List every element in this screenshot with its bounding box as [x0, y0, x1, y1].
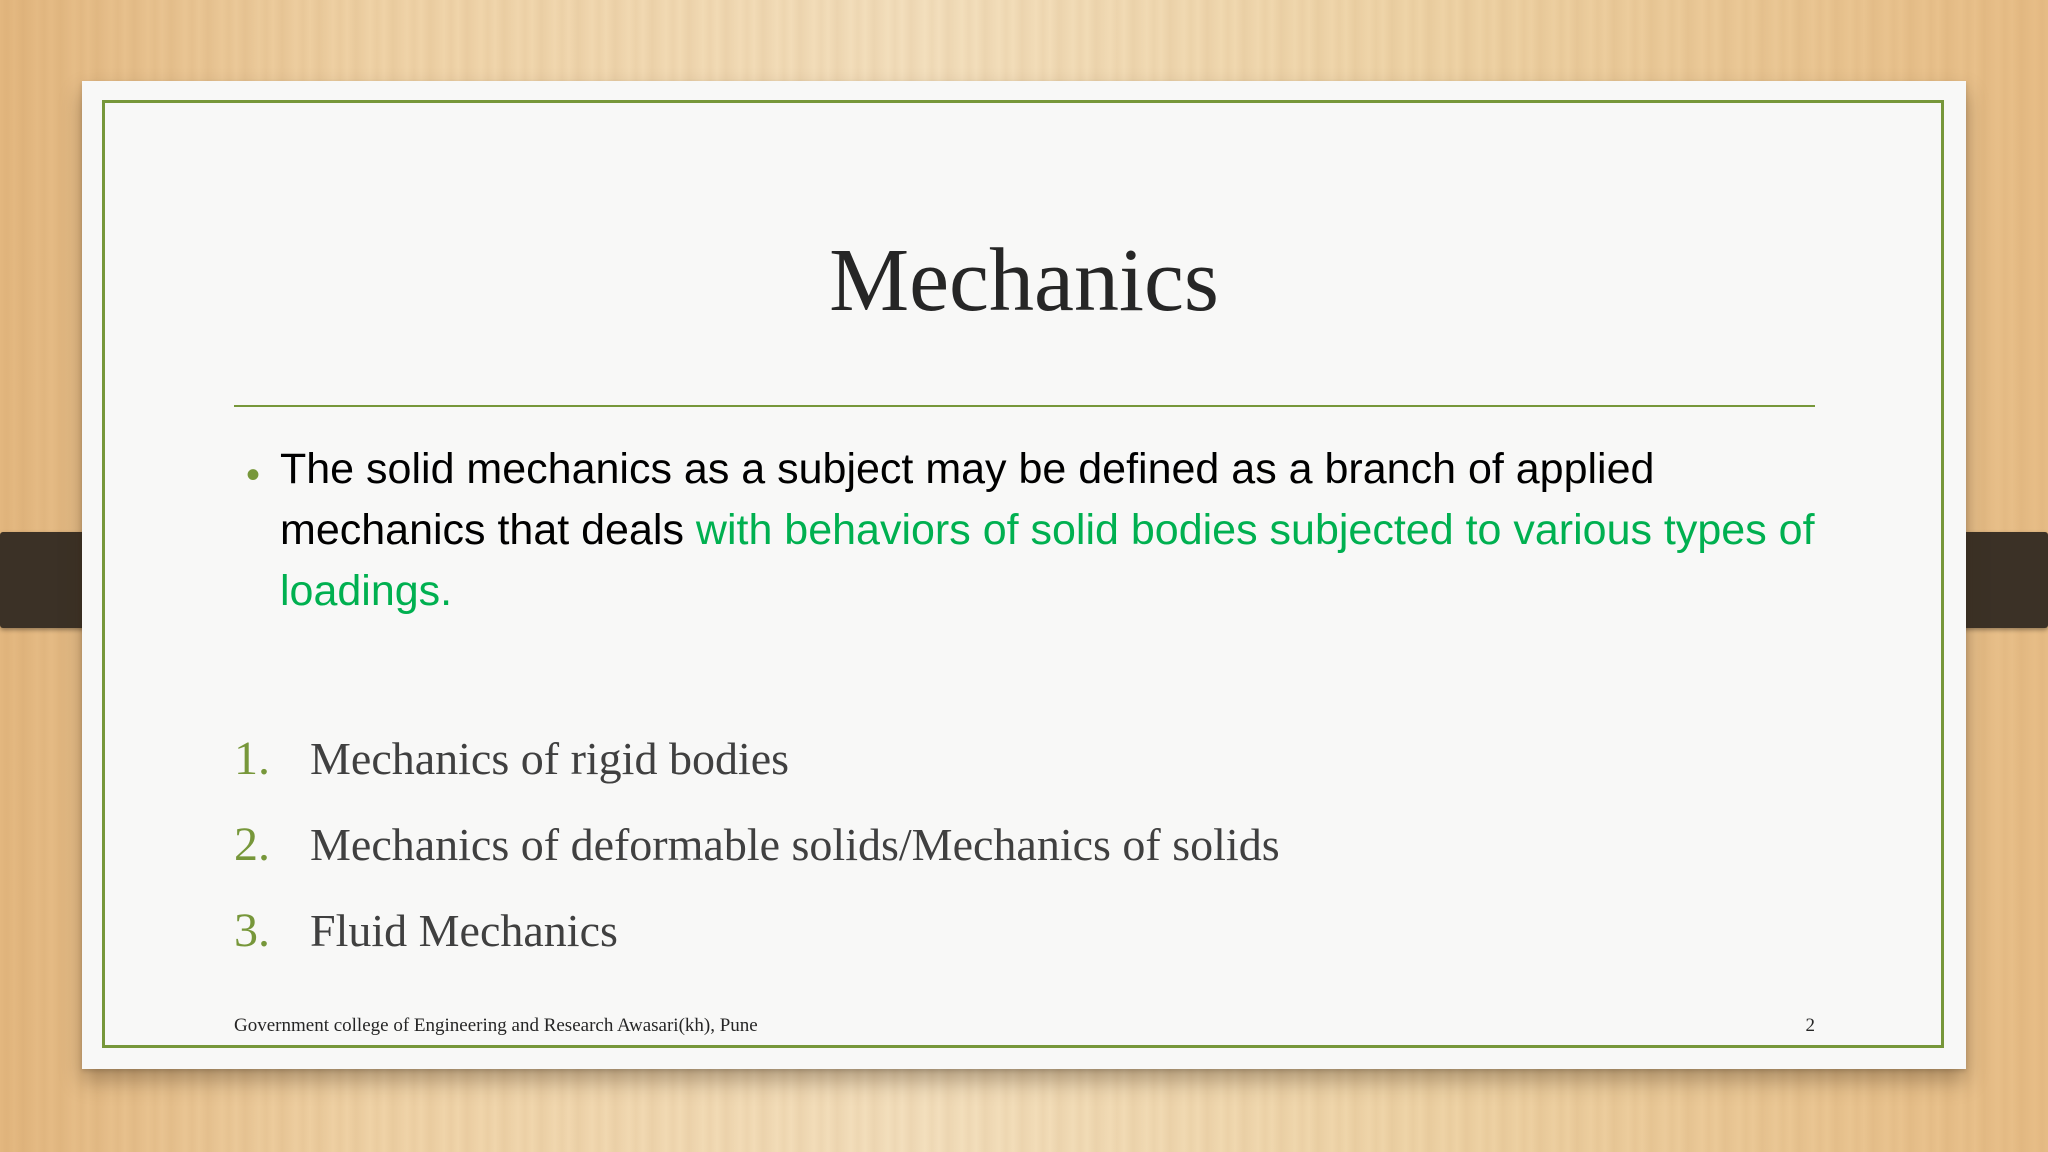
- item-text: Mechanics of rigid bodies: [310, 733, 790, 784]
- slide: [82, 81, 1966, 1069]
- item-text: Mechanics of deformable solids/Mechanics of solids: [310, 819, 1280, 870]
- bullet-text-highlight: with behaviors of solid bodies subjected to various types of loadings.: [280, 506, 1815, 615]
- bullet-point: [234, 439, 1834, 622]
- bullet-dot-icon: •: [246, 453, 261, 497]
- item-number: 1.: [234, 732, 270, 785]
- title-divider: [234, 405, 1815, 407]
- page-number: 2: [1805, 1015, 1815, 1036]
- numbered-item-3: [234, 896, 1734, 966]
- item-text: Fluid Mechanics: [310, 905, 618, 956]
- bullet-text-plain: The solid mechanics as a subject may be defined as a branch of applied mechanics that deals: [280, 445, 1655, 554]
- item-number: 3.: [234, 904, 270, 957]
- slide-footer: Government college of Engineering and Research Awasari(kh), Pune: [234, 1015, 758, 1036]
- slide-title: Mechanics: [829, 231, 1219, 330]
- bullet-text: [280, 439, 1820, 622]
- item-number: 2.: [234, 818, 270, 871]
- numbered-item-1: [234, 724, 1734, 794]
- numbered-item-2: [234, 810, 1734, 880]
